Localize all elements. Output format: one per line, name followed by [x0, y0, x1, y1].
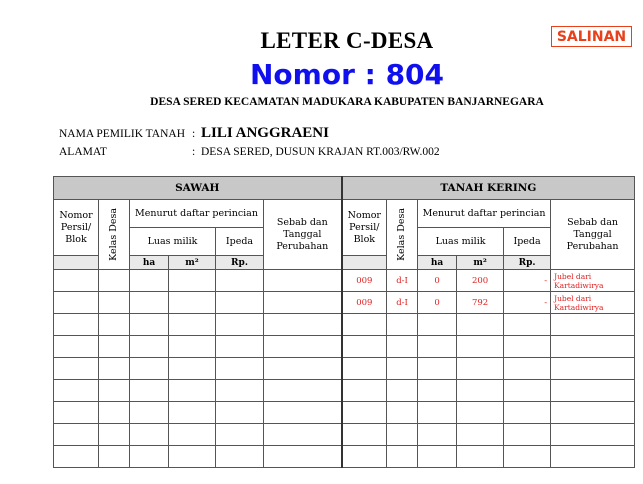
sawah-cell [169, 402, 216, 424]
sawah-cell [54, 314, 99, 336]
owner-address-value: DESA SERED, DUSUN KRAJAN RT.003/RW.002 [201, 146, 440, 158]
table-row [54, 336, 635, 358]
tanah-kering-cell [418, 424, 457, 446]
sawah-cell [216, 402, 264, 424]
sawah-cell [99, 270, 130, 292]
tanah-kering-cell [342, 314, 387, 336]
col-ipeda: Ipeda [216, 228, 264, 256]
sawah-cell [216, 336, 264, 358]
sawah-cell [130, 446, 169, 468]
table-row [54, 402, 635, 424]
tanah-kering-cell [504, 446, 551, 468]
tanah-kering-cell [342, 358, 387, 380]
tanah-kering-cell [551, 446, 635, 468]
tanah-kering-cell [457, 358, 504, 380]
sawah-cell [130, 270, 169, 292]
sawah-cell [264, 314, 342, 336]
tanah-kering-cell [551, 402, 635, 424]
tanah-kering-cell [387, 336, 418, 358]
tanah-kering-cell [504, 380, 551, 402]
sawah-cell [169, 336, 216, 358]
tanah-kering-cell [387, 446, 418, 468]
sawah-cell [54, 446, 99, 468]
owner-name-label: NAMA PEMILIK TANAH [59, 128, 186, 140]
tanah-kering-cell [342, 424, 387, 446]
tanah-kering-cell [504, 424, 551, 446]
tanah-kering-cell [504, 358, 551, 380]
sawah-cell [169, 270, 216, 292]
salinan-stamp: SALINAN [551, 26, 632, 47]
col-menurut-daftar-tk: Menurut daftar perincian [418, 200, 551, 228]
sawah-cell [99, 358, 130, 380]
tanah-kering-cell: d-I [387, 270, 418, 292]
sawah-cell [264, 380, 342, 402]
tanah-kering-cell [418, 358, 457, 380]
sawah-cell [130, 358, 169, 380]
table-row [54, 314, 635, 336]
col-kelas-desa-tk: Kelas Desa [387, 200, 418, 270]
sawah-cell [264, 336, 342, 358]
table-row [54, 446, 635, 468]
col-luas-milik-tk: Luas milik [418, 228, 504, 256]
sawah-cell [130, 292, 169, 314]
sawah-cell [169, 380, 216, 402]
sawah-cell [99, 424, 130, 446]
col-menurut-daftar: Menurut daftar perincian [130, 200, 264, 228]
sawah-cell [216, 270, 264, 292]
sawah-cell [99, 336, 130, 358]
table-row [54, 292, 635, 314]
tanah-kering-cell [418, 446, 457, 468]
tanah-kering-cell [551, 358, 635, 380]
col-ipeda-tk: Ipeda [504, 228, 551, 256]
tanah-kering-cell [504, 314, 551, 336]
tanah-kering-cell [387, 380, 418, 402]
tanah-kering-cell [387, 402, 418, 424]
document-number: Nomor : 804 [249, 58, 445, 91]
tanah-kering-cell: 0 [418, 292, 457, 314]
tanah-kering-cell: Jubel dari Kartadiwirya [551, 292, 635, 314]
sawah-cell [99, 314, 130, 336]
table-row [54, 270, 635, 292]
section-sawah: SAWAH [54, 177, 342, 200]
tanah-kering-cell [418, 380, 457, 402]
unit-rp-tk: Rp. [504, 256, 551, 270]
tanah-kering-cell [457, 314, 504, 336]
tanah-kering-cell [418, 402, 457, 424]
tanah-kering-cell: 200 [457, 270, 504, 292]
tanah-kering-cell [418, 336, 457, 358]
tanah-kering-cell [387, 314, 418, 336]
tanah-kering-cell: Jubel dari Kartadiwirya [551, 270, 635, 292]
tanah-kering-cell [504, 336, 551, 358]
table-row [54, 380, 635, 402]
unit-rp: Rp. [216, 256, 264, 270]
sawah-cell [264, 424, 342, 446]
sawah-cell [54, 358, 99, 380]
owner-name-separator: : [192, 128, 196, 140]
sawah-cell [216, 314, 264, 336]
unit-blank-tk [342, 256, 387, 270]
sawah-cell [264, 358, 342, 380]
tanah-kering-cell: 0 [418, 270, 457, 292]
land-register-table [53, 176, 635, 468]
tanah-kering-cell: 792 [457, 292, 504, 314]
tanah-kering-cell [457, 380, 504, 402]
tanah-kering-cell [457, 336, 504, 358]
sawah-cell [216, 292, 264, 314]
document-subtitle: DESA SERED KECAMATAN MADUKARA KABUPATEN BANJARNEGARA [150, 96, 544, 108]
col-luas-milik: Luas milik [130, 228, 216, 256]
owner-address-separator: : [192, 146, 196, 158]
sawah-cell [264, 292, 342, 314]
document-title: LETER C-DESA [260, 28, 434, 53]
section-tanah-kering: TANAH KERING [342, 177, 635, 200]
unit-ha-tk: ha [418, 256, 457, 270]
tanah-kering-cell [342, 336, 387, 358]
owner-address-label: ALAMAT [59, 146, 107, 158]
tanah-kering-cell [387, 358, 418, 380]
sawah-cell [54, 292, 99, 314]
unit-blank [54, 256, 99, 270]
sawah-cell [130, 380, 169, 402]
tanah-kering-cell [457, 424, 504, 446]
tanah-kering-cell: - [504, 292, 551, 314]
sawah-cell [264, 270, 342, 292]
sawah-cell [216, 358, 264, 380]
tanah-kering-cell [504, 402, 551, 424]
tanah-kering-cell [551, 424, 635, 446]
tanah-kering-cell: 009 [342, 292, 387, 314]
sawah-cell [130, 336, 169, 358]
sawah-cell [54, 336, 99, 358]
tanah-kering-cell: d-I [387, 292, 418, 314]
sawah-cell [264, 402, 342, 424]
sawah-cell [264, 446, 342, 468]
tanah-kering-cell [551, 380, 635, 402]
sawah-cell [216, 424, 264, 446]
unit-m2: m² [169, 256, 216, 270]
sawah-cell [169, 424, 216, 446]
tanah-kering-cell [418, 314, 457, 336]
sawah-cell [169, 292, 216, 314]
unit-m2-tk: m² [457, 256, 504, 270]
table-row [54, 424, 635, 446]
table-row [54, 358, 635, 380]
tanah-kering-cell: 009 [342, 270, 387, 292]
sawah-cell [99, 446, 130, 468]
sawah-cell [99, 402, 130, 424]
unit-ha: ha [130, 256, 169, 270]
tanah-kering-cell [457, 446, 504, 468]
sawah-cell [130, 424, 169, 446]
sawah-cell [54, 270, 99, 292]
tanah-kering-cell [551, 336, 635, 358]
tanah-kering-cell [551, 314, 635, 336]
tanah-kering-cell: - [504, 270, 551, 292]
col-kelas-desa: Kelas Desa [99, 200, 130, 270]
tanah-kering-cell [387, 424, 418, 446]
col-nomor-persil: Nomor Persil/ Blok [54, 200, 99, 256]
sawah-cell [169, 314, 216, 336]
sawah-cell [54, 380, 99, 402]
sawah-cell [130, 402, 169, 424]
tanah-kering-cell [457, 402, 504, 424]
col-sebab-tanggal-tk: Sebab dan Tanggal Perubahan [551, 200, 635, 270]
tanah-kering-cell [342, 402, 387, 424]
tanah-kering-cell [342, 380, 387, 402]
sawah-cell [169, 358, 216, 380]
sawah-cell [216, 380, 264, 402]
owner-name-value: LILI ANGGRAENI [201, 125, 329, 141]
sawah-cell [169, 446, 216, 468]
tanah-kering-cell [342, 446, 387, 468]
sawah-cell [99, 380, 130, 402]
sawah-cell [54, 424, 99, 446]
sawah-cell [130, 314, 169, 336]
col-nomor-persil-tk: Nomor Persil/ Blok [342, 200, 387, 256]
col-sebab-tanggal: Sebab dan Tanggal Perubahan [264, 200, 342, 270]
sawah-cell [216, 446, 264, 468]
sawah-cell [54, 402, 99, 424]
sawah-cell [99, 292, 130, 314]
